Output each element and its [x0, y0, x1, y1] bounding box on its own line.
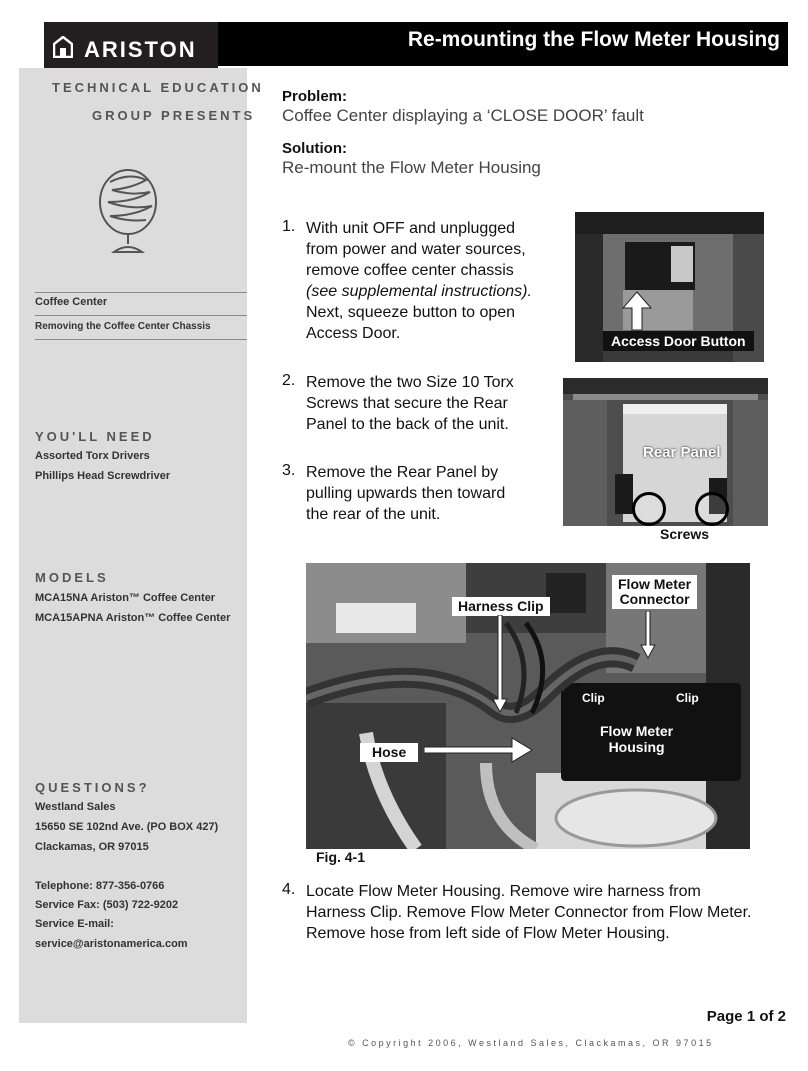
flow-meter-housing-label: Flow Meter Housing [600, 723, 674, 755]
problem-text: Coffee Center displaying a ‘CLOSE DOOR’ fault [282, 106, 644, 125]
screws-label: Screws [660, 526, 710, 542]
contact-company: Westland Sales [35, 801, 116, 813]
spiral-globe-icon [96, 166, 160, 258]
step-2-text: Remove the two Size 10 Torx Screws that secure the Rear Panel to the back of the unit. [306, 374, 514, 433]
step-3-text: Remove the Rear Panel by pulling upwards then toward the rear of the unit. [306, 464, 506, 523]
screw-marker [632, 492, 666, 526]
presents-line-2: GROUP PRESENTS [92, 108, 256, 123]
divider [35, 292, 247, 293]
solution-text: Re-mount the Flow Meter Housing [282, 158, 541, 177]
access-door-label: Access Door Button [603, 331, 754, 351]
flow-meter-connector-label: Flow Meter Connector [612, 575, 697, 609]
figure-caption: Fig. 4-1 [316, 849, 366, 865]
youll-need-heading: YOU'LL NEED [35, 429, 155, 444]
screw-marker [695, 492, 729, 526]
brand-name: ARISTON [84, 37, 197, 62]
contact-fax: Service Fax: (503) 722-9202 [35, 899, 179, 911]
arrow-down-icon [492, 615, 508, 713]
related-link-removing-chassis[interactable]: Removing the Coffee Center Chassis [35, 321, 211, 332]
related-link-coffee-center[interactable]: Coffee Center [35, 296, 108, 308]
rear-panel-label: Rear Panel [643, 444, 721, 461]
rear-panel-photo [563, 378, 768, 526]
contact-email[interactable]: service@aristonamerica.com [35, 938, 188, 950]
contact-address: 15650 SE 102nd Ave. (PO BOX 427) [35, 821, 219, 833]
model-item: MCA15NA Ariston™ Coffee Center [35, 592, 216, 604]
harness-clip-label: Harness Clip [452, 597, 550, 616]
models-heading: MODELS [35, 570, 109, 585]
contact-telephone: Telephone: 877-356-0766 [35, 880, 165, 892]
step-1-text: With unit OFF and unplugged from power and water sources, remove coffee center chassis (see supplemental instructions). Next, squeeze button to open Access Door. [306, 220, 532, 342]
clip-label-right: Clip [676, 691, 699, 705]
solution-label: Solution: [282, 140, 347, 157]
step-number: 1. [282, 218, 296, 235]
presents-line-1: TECHNICAL EDUCATION [52, 80, 264, 95]
step-4-text: Locate Flow Meter Housing. Remove wire harness from Harness Clip. Remove Flow Meter Connector from Flow Meter. Remove hose from left side of Flow Meter Housing. [306, 883, 752, 942]
contact-city: Clackamas, OR 97015 [35, 841, 149, 853]
step-number: 2. [282, 372, 296, 389]
divider [35, 339, 247, 340]
clip-label-left: Clip [582, 691, 605, 705]
hose-label: Hose [360, 743, 418, 762]
page-number: Page 1 of 2 [706, 1008, 786, 1025]
contact-email-label: Service E-mail: [35, 918, 114, 930]
ariston-logo-icon [53, 36, 73, 58]
questions-heading: QUESTIONS? [35, 780, 150, 795]
tool-item: Phillips Head Screwdriver [35, 470, 171, 482]
divider [35, 315, 247, 316]
arrow-down-icon [640, 611, 656, 659]
model-item: MCA15APNA Ariston™ Coffee Center [35, 612, 231, 624]
arrow-right-icon [424, 735, 534, 765]
tool-item: Assorted Torx Drivers [35, 450, 150, 462]
step-number: 3. [282, 462, 296, 479]
step-number: 4. [282, 881, 296, 898]
page-title: Re-mounting the Flow Meter Housing [407, 28, 780, 51]
copyright: © Copyright 2006, Westland Sales, Clackamas, OR 97015 [348, 1038, 714, 1048]
arrow-up-icon [621, 290, 653, 332]
access-door-photo [575, 212, 764, 362]
problem-label: Problem: [282, 88, 348, 105]
figure-4-1-photo [306, 563, 750, 849]
